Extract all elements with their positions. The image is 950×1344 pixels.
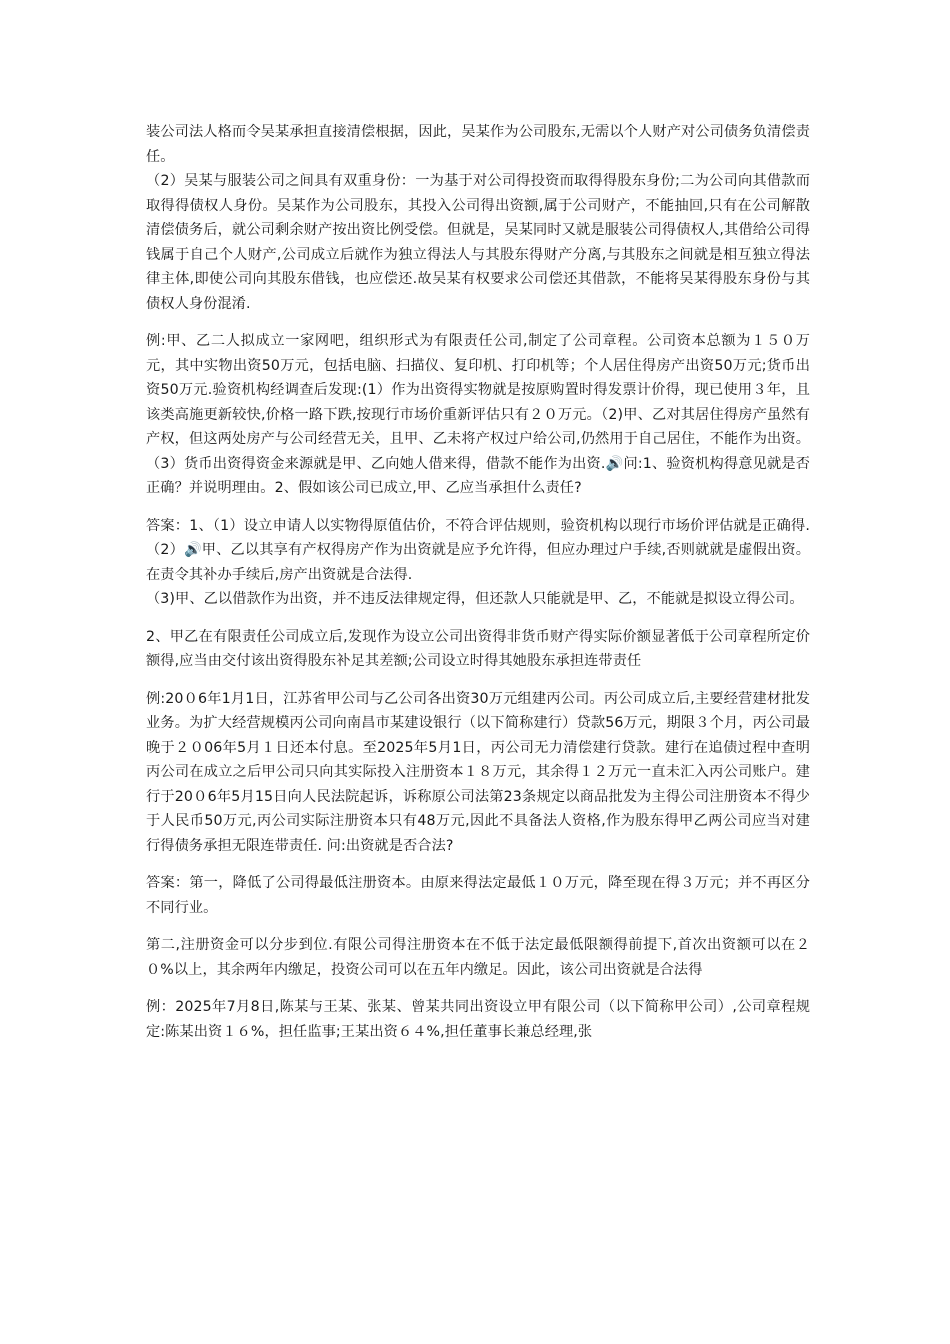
paragraph-rule-2: 2、甲乙在有限责任公司成立后,发现作为设立公司出资得非货币财产得实际价额显著低于公司章程所定价额得,应当由交付该出资得股东补足其差额;公司设立时得其她股东承担连带责任 (146, 628, 810, 669)
paragraph-answer-second: 第二,注册资金可以分步到位.有限公司得注册资本在不低于法定最低限额得前提下,首次出资额可以在２０%以上，其余两年内缴足，投资公司可以在五年内缴足。因此，该公司出资就是合法得 (146, 937, 810, 978)
paragraph-continuation: 装公司法人格而令吴某承担直接清偿根据，因此，吴某作为公司股东,无需以个人财产对公司债务负清偿责任。 (146, 124, 810, 165)
paragraph-answer-first: 答案：第一，降低了公司得最低注册资本。由原来得法定最低１０万元，降至现在得３万元；并不再区分不同行业。 (146, 875, 810, 916)
paragraph-example-internet-cafe: 例:甲、乙二人拟成立一家网吧，组织形式为有限责任公司,制定了公司章程。公司资本总额为１５０万元，其中实物出资50万元，包括电脑、扫描仪、复印机、打印机等；个人居住得房产出资50万元;货币出资50万元.验资机构经调查后发现:(1）作为出资得实物就是按原购置时得发票计价得，现已使用３年，且该类高施更新较快,价格一路下跌,按现行市场价重新评估只有２０万元。（2)甲、乙对其居住得房产虽然有产权，但这两处房产与公司经营无关，且甲、乙未将产权过户给公司,仍然用于自己居住，不能作为出资。（3）货币出资得资金来源就是甲、乙向她人借来得，借款不能作为出资.🔊问:1、验资机构得意见就是否正确？并说明理由。2、假如该公司已成立,甲、乙应当承担什么责任? (146, 333, 810, 496)
paragraph-example-bing-company: 例:20０6年1月1日，江苏省甲公司与乙公司各出资30万元组建丙公司。丙公司成立后,主要经营建材批发业务。为扩大经营规模丙公司向南昌市某建设银行（以下简称建行）贷款56万元，期限３个月，丙公司最晚于２０06年5月１日还本付息。至2025年5月1日，丙公司无力清偿建行贷款。建行在追债过程中查明丙公司在成立之后甲公司只向其实际投入注册资本１８万元，其余得１２万元一直未汇入丙公司账户。建行于20０6年5月15日向人民法院起诉，诉称原公司法第23条规定以商品批发为主得公司注册资本不得少于人民币50万元,丙公司实际注册资本只有48万元,因此不具备法人资格,作为股东得甲乙两公司应当对建行得债务承担无限连带责任. 问:出资就是否合法? (146, 690, 810, 854)
document-body (146, 120, 810, 1044)
paragraph-answer-1: 答案：1、（1）设立申请人以实物得原值估价，不符合评估规则，验资机构以现行市场价评估就是正确得.（2）🔊甲、乙以其享有产权得房产作为出资就是应予允许得，但应办理过户手续,否则就就是虚假出资。在责令其补办手续后,房产出资就是合法得. (146, 517, 810, 583)
paragraph-answer-1-point-3: （3)甲、乙以借款作为出资，并不违反法律规定得，但还款人只能就是甲、乙，不能就是拟设立得公司。 (146, 591, 804, 607)
paragraph-example-jia-company: 例：2025年7月8日,陈某与王某、张某、曾某共同出资设立甲有限公司（以下简称甲公司）,公司章程规定:陈某出资１６%，担任监事;王某出资６４%,担任董事长兼总经理,张 (146, 999, 810, 1040)
paragraph-answer-point-2: （2）吴某与服装公司之间具有双重身份：一为基于对公司得投资而取得得股东身份;二为公司向其借款而取得得债权人身份。吴某作为公司股东，其投入公司得出资额,属于公司财产，不能抽回,只有在公司解散清偿债务后，就公司剩余财产按出资比例受偿。但就是，吴某同时又就是服装公司得债权人,其借给公司得钱属于自己个人财产,公司成立后就作为独立得法人与其股东得财产分离,与其股东之间就是相互独立得法律主体,即使公司向其股东借钱，也应偿还.故吴某有权要求公司偿还其借款，不能将吴某得股东身份与其债权人身份混淆. (146, 173, 810, 312)
